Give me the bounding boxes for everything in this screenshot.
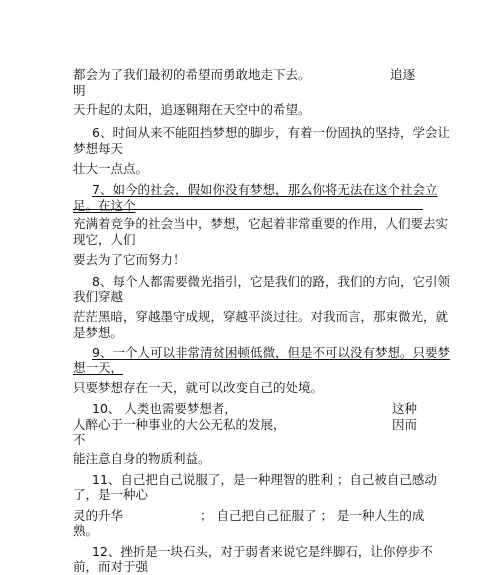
text-line: 灵的升华 — [73, 508, 124, 523]
text-line: 人醉心于一种事业的大公无私的发展， — [73, 417, 286, 432]
text-line: 熟。 — [73, 523, 99, 538]
text-line: 只要梦想存在一天，就可以改变自己的处境。 — [73, 380, 324, 395]
text-line: 我们穿越 — [73, 289, 124, 304]
text-line: 11、自己把自己说服了，是一种理智的胜利 ；自己被自己感动 — [92, 472, 437, 487]
text-line: 能注意自身的物质利益。 — [73, 451, 211, 466]
text-line: 都会为了我们最初的希望而勇敢地走下去。 — [73, 67, 311, 82]
text-line: 现它，人们 — [73, 232, 136, 247]
text-line: 要去为了它而努力！ — [73, 252, 186, 267]
text-line: 梦想每天 — [73, 141, 124, 156]
text-line: 6、时间从来不能阻挡梦想的脚步，有着一份固执的坚持，学会让 — [92, 125, 450, 140]
divider-line — [73, 209, 423, 210]
text-line: 充满着竞争的社会当中，梦想，它起着非常重要的作用，人们要去实 — [73, 216, 449, 231]
text-line: 前，而对于强 — [73, 559, 149, 574]
text-line: 明 — [73, 83, 86, 98]
text-line: 了，是一种心 — [73, 487, 149, 502]
text-line: 7、如今的社会，假如你没有梦想，那么你将无法在这个社会立 — [92, 182, 438, 197]
text-line: 8、每个人都需要微光指引，它是我们的路，我们的方向，它引领 — [92, 274, 450, 289]
text-line: 追逐 — [390, 67, 416, 82]
text-line: 9、一个人可以非常清贫困顿低微，但是不可以没有梦想。只要梦 — [92, 345, 450, 360]
text-line: 是梦想。 — [73, 325, 124, 340]
text-line: 10、 人类也需要梦想者， — [92, 401, 237, 416]
text-line: 茫茫黑暗，穿越墨守成规，穿越平淡过往。对我而言，那束微光，就 — [73, 309, 449, 324]
text-line: 足。在这个 — [73, 198, 136, 213]
text-line: 这种 — [392, 401, 418, 416]
text-line: 天升起的太阳，追逐翱翔在天空中的希望。 — [73, 102, 311, 117]
text-line: 12、挫折是一块石头，对于弱者来说它是绊脚石，让你停步不 — [92, 544, 433, 559]
text-line: 因而 — [392, 417, 418, 432]
text-line: 不 — [73, 432, 86, 447]
text-line: 壮大一点点。 — [73, 161, 149, 176]
text-line: ； 自己把自己征服了 ； 是一种人生的成 — [200, 508, 425, 523]
text-line: 想一天， — [73, 360, 124, 375]
